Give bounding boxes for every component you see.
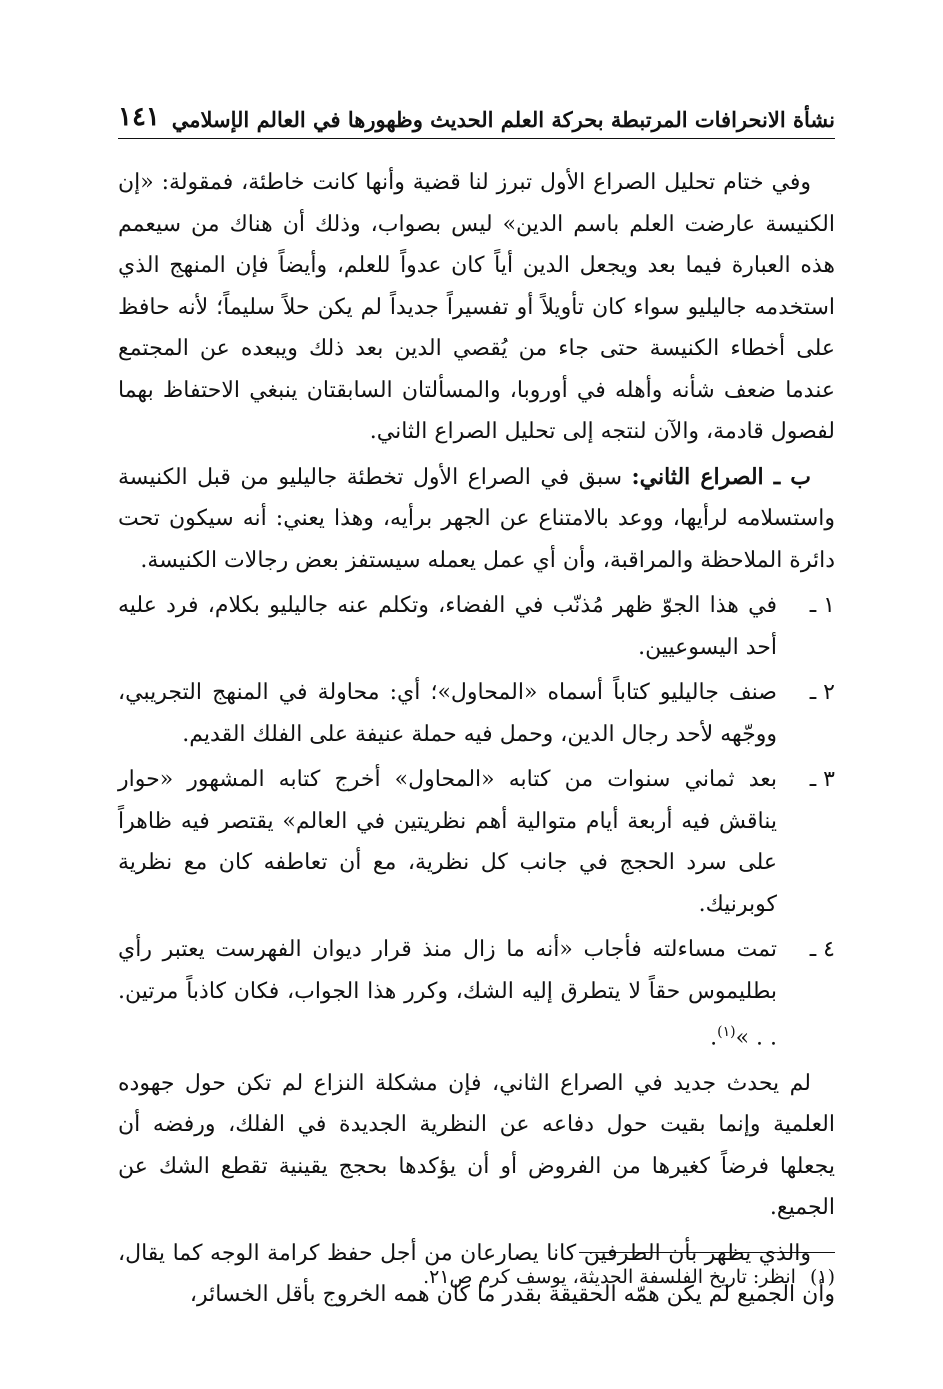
list-item-text: في هذا الجوّ ظهر مُذنّب في الفضاء، وتكلم عنه جاليليو بكلام، فرد عليه أحد اليسوعيين. xyxy=(118,593,777,660)
list-item-number: ٤ ـ xyxy=(809,937,835,962)
list-item xyxy=(118,759,835,925)
footnote-mark: (١) xyxy=(809,1266,835,1288)
list-item-number: ٢ ـ xyxy=(809,680,835,705)
footnote-reference[interactable]: (١) xyxy=(717,1024,736,1040)
paragraph-conclusion: وفي ختام تحليل الصراع الأول تبرز لنا قضية وأنها كانت خاطئة، فمقولة: «إن الكنيسة عارضت العلم باسم الدين» ليس بصواب، وذلك أن هناك من سيعمم هذه العبارة فيما بعد ويجعل الدين أياً كان عدواً للعلم، وأيضاً فإن المنهج الذي استخدمه جاليليو سواء كان تأويلاً أو تفسيراً جديداً لم يكن حلاً سليماً؛ لأنه حافظ على أخطاء الكنيسة حتى جاء من يُقصي الدين بعد ذلك ويبعده عن المجتمع عندما ضعف شأنه وأهله في أوروبا، والمسألتان السابقتان ينبغي الاحتفاظ بهما لفصول قادمة، والآن لنتجه إلى تحليل الصراع الثاني. xyxy=(118,170,835,444)
list-item-text: تمت مساءلته فأجاب «أنه ما زال منذ قرار ديوان الفهرست يعتبر رأي بطليموس حقاً لا يتطرق إليه الشك، وكرر هذا الجواب، فكان كاذباً مرتين. . . » xyxy=(118,937,777,1051)
paragraph-no-new: لم يحدث جديد في الصراع الثاني، فإن مشكلة النزاع لم تكن حول جهوده العلمية وإنما بقيت حول دفاعه عن النظرية الجديدة في الفلك، ورفضه أن يجعلها فرضاً كغيرها من الفروض أو أن يؤكدها بحجج يقينية تقطع الشك عن الجميع. xyxy=(118,1070,835,1221)
paragraph-both-sides: والذي يظهر بأن الطرفين كانا يصارعان من أجل حفظ كرامة الوجه كما يقال، وأن الجميع لم يكن همّه الحقيقة بقدر ما كان همه الخروج بأقل الخسائر، xyxy=(118,1240,835,1308)
list-item-tail: . xyxy=(710,1025,718,1051)
list-item-text: صنف جاليليو كتاباً أسماه «المحاول»؛ أي: محاولة في المنهج التجريبي، ووجّهه لأحد رجال الدين، وحمل فيه حملة عنيفة على الفلك القديم. xyxy=(118,680,777,747)
list-item xyxy=(118,585,835,668)
footnote xyxy=(118,1262,835,1292)
list-item xyxy=(118,672,835,755)
page-header xyxy=(118,94,835,132)
list-item-text: بعد ثماني سنوات من كتابه «المحاول» أخرج كتابه المشهور «حوار يناقش فيه أربعة أيام متوالية أهم نظريتين في العالم» يقتصر فيه ظاهراً على سرد الحجج في جانب كل نظرية، مع أن تعاطفه كان مع نظرية كوبرنيك. xyxy=(118,767,777,917)
section-heading-body: سبق في الصراع الأول تخطئة جاليليو من قبل الكنيسة واستسلامه لرأيها، ووعد بالامتناع عن الجهر برأيه، وهذا يعني: أنه سيكون تحت دائرة الملاحظة والمراقبة، وأن أي عمل يعمله سيستفز بعض رجالات الكنيسة. xyxy=(118,464,836,573)
main-text xyxy=(118,162,835,1320)
page-number: ١٤١ xyxy=(118,102,160,132)
list-item-number: ١ ـ xyxy=(809,593,835,618)
list-item xyxy=(118,929,835,1059)
running-title: نشأة الانحرافات المرتبطة بحركة العلم الحديث وظهورها في العالم الإسلامي xyxy=(171,107,835,132)
paragraph-second-conflict xyxy=(118,457,835,582)
footnote-text: انظر: تاريخ الفلسفة الحديثة، يوسف كرم ص٢١. xyxy=(423,1266,796,1288)
list-item-text-wrapper xyxy=(118,929,777,1059)
header-rule xyxy=(118,138,835,139)
section-heading: ب ـ الصراع الثاني: xyxy=(631,463,811,490)
footnote-rule xyxy=(579,1252,835,1253)
list-item-number: ٣ ـ xyxy=(809,767,835,792)
